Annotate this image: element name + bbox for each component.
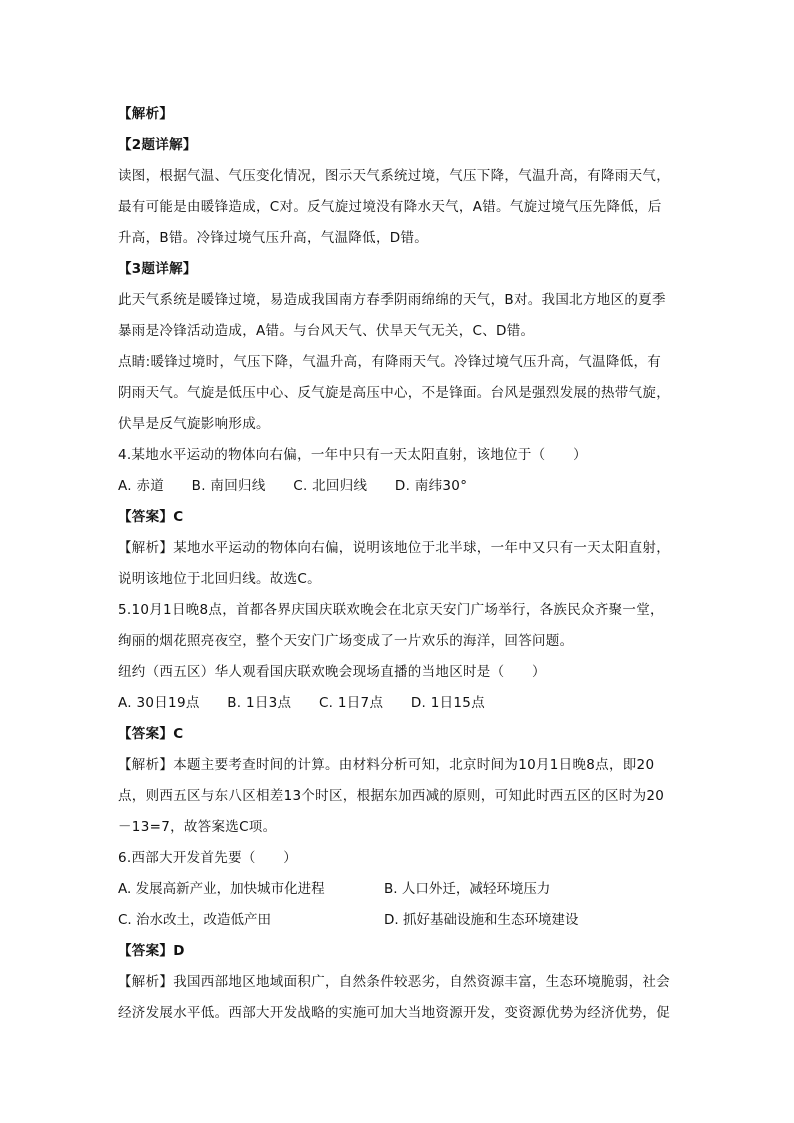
question-6-option-d: D. 抓好基础设施和生态环境建设 [384, 912, 579, 928]
paragraph-line: 点睛:暖锋过境时，气压下降，气温升高，有降雨天气。冷锋过境气压升高，气温降低，有 [118, 354, 662, 370]
analysis-5-end: －13=7，故答案选C项。 [118, 819, 277, 835]
answer-6: 【答案】D [118, 943, 185, 959]
analysis-6-cont: 经济发展水平低。西部大开发战略的实施可加大当地资源开发，变资源优势为经济优势，促 [118, 1005, 670, 1021]
question-6-option-c: C. 治水改土，改造低产田 [118, 912, 272, 928]
answer-5: 【答案】C [118, 726, 184, 742]
analysis-6: 【解析】我国西部地区地域面积广，自然条件较恶劣，自然资源丰富，生态环境脆弱，社会 [118, 974, 670, 990]
question-5: 5.10月1日晚8点，首都各界庆国庆联欢晚会在北京天安门广场举行，各族民众齐聚一堂， [118, 602, 664, 618]
question-6: 6.西部大开发首先要（ ） [118, 850, 298, 866]
paragraph-line: 此天气系统是暖锋过境，易造成我国南方春季阴雨绵绵的天气，B对。我国北方地区的夏季 [118, 292, 666, 308]
paragraph-line: 暴雨是冷锋活动造成，A错。与台风天气、伏旱天气无关，C、D错。 [118, 323, 535, 339]
question-5-options: A. 30日19点 B. 1日3点 C. 1日7点 D. 1日15点 [118, 695, 485, 711]
question-5-prompt: 纽约（西五区）华人观看国庆联欢晚会现场直播的当地区时是（ ） [118, 664, 546, 680]
analysis-4-cont: 说明该地位于北回归线。故选C。 [118, 571, 321, 587]
analysis-4: 【解析】某地水平运动的物体向右偏，说明该地位于北半球，一年中又只有一天太阳直射， [118, 540, 670, 556]
paragraph-line: 读图，根据气温、气压变化情况，图示天气系统过境，气压下降，气温升高，有降雨天气， [118, 168, 670, 184]
answer-4: 【答案】C [118, 509, 184, 525]
question-6-option-b: B. 人口外迁，减轻环境压力 [384, 881, 551, 897]
question-4: 4.某地水平运动的物体向右偏，一年中只有一天太阳直射，该地位于（ ） [118, 447, 587, 463]
analysis-5-cont: 点，则西五区与东八区相差13个时区，根据东加西减的原则，可知此时西五区的区时为20 [118, 788, 665, 804]
paragraph-line: 升高，B错。冷锋过境气压升高，气温降低，D错。 [118, 230, 429, 246]
section-heading-analysis: 【解析】 [118, 106, 174, 122]
paragraph-line: 阴雨天气。气旋是低压中心、反气旋是高压中心，不是锋面。台风是强烈发展的热带气旋， [118, 385, 670, 401]
question-6-option-a: A. 发展高新产业，加快城市化进程 [118, 881, 325, 897]
question-5-cont: 绚丽的烟花照亮夜空，整个天安门广场变成了一片欢乐的海洋，回答问题。 [118, 633, 574, 649]
paragraph-line: 最有可能是由暖锋造成，C对。反气旋过境没有降水天气，A错。气旋过境气压先降低，后 [118, 199, 662, 215]
section-heading-q3: 【3题详解】 [118, 261, 197, 277]
paragraph-line: 伏旱是反气旋影响形成。 [118, 416, 270, 432]
question-4-options: A. 赤道 B. 南回归线 C. 北回归线 D. 南纬30° [118, 478, 468, 494]
section-heading-q2: 【2题详解】 [118, 137, 197, 153]
analysis-5: 【解析】本题主要考查时间的计算。由材料分析可知，北京时间为10月1日晚8点，即20 [118, 757, 655, 773]
